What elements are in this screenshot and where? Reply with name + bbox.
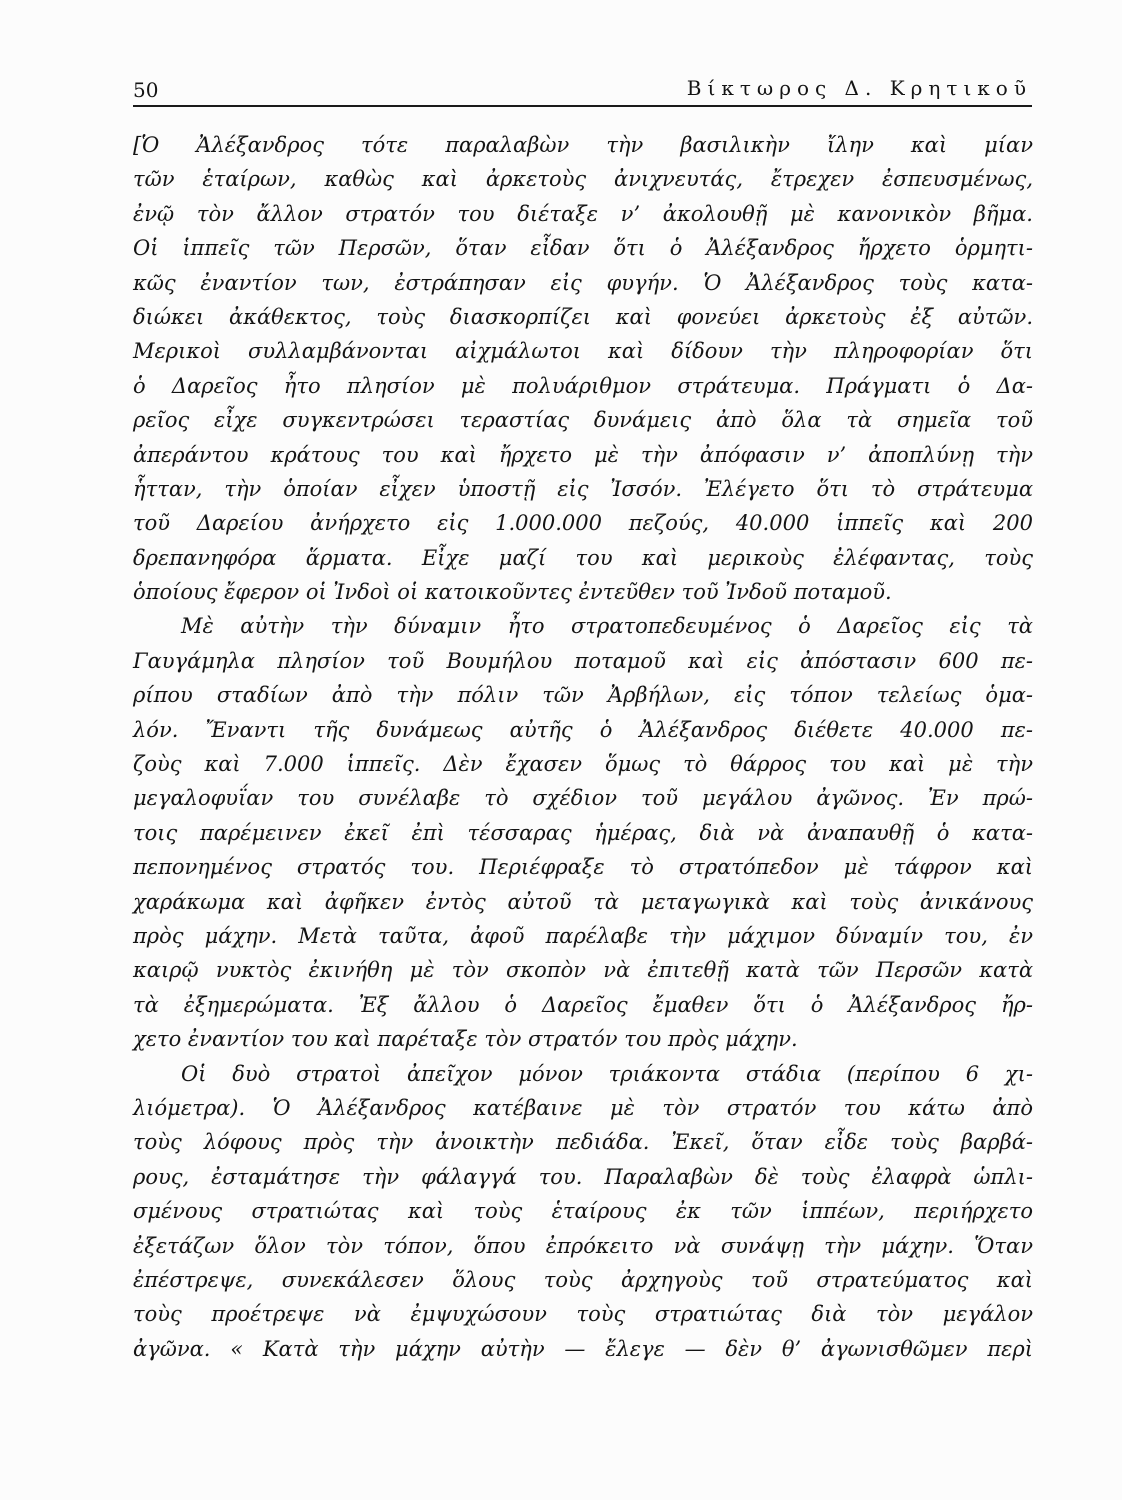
text-line: ὁ Δαρεῖος ἦτο πλησίον μὲ πολυάριθμον στράτευμα. Πράγματι ὁ Δα-	[133, 373, 1033, 398]
text-line: τοῦ Δαρείου ἀνήρχετο εἰς 1.000.000 πεζούς, 40.000 ἱππεῖς καὶ 200	[133, 511, 1033, 536]
text-line: Οἱ ἱππεῖς τῶν Περσῶν, ὅταν εἶδαν ὅτι ὁ Ἀλέξανδρος ἤρχετο ὁρμητι-	[133, 236, 1033, 261]
text-line: ἧτταν, τὴν ὁποίαν εἶχεν ὑποστῇ εἰς Ἰσσόν. Ἐλέγετο ὅτι τὸ στράτευμα	[133, 476, 1033, 501]
text-line: μεγαλοφυΐαν του συνέλαβε τὸ σχέδιον τοῦ μεγάλου ἀγῶνος. Ἐν πρώ-	[133, 786, 1033, 811]
text-line: σμένους στρατιώτας καὶ τοὺς ἑταίρους ἐκ τῶν ἱππέων, περιήρχετο	[133, 1199, 1033, 1224]
paragraph	[133, 609, 1033, 1056]
text-line: κῶς ἐναντίον των, ἐστράπησαν εἰς φυγήν. Ὁ Ἀλέξανδρος τοὺς κατα-	[133, 270, 1033, 295]
text-line: Μερικοὶ συλλαμβάνονται αἰχμάλωτοι καὶ δίδουν τὴν πληροφορίαν ὅτι	[133, 339, 1033, 364]
text-line: πεπονημένος στρατός του. Περιέφραξε τὸ στρατόπεδον μὲ τάφρον καὶ	[133, 855, 1033, 880]
text-line: Μὲ αὐτὴν τὴν δύναμιν ἦτο στρατοπεδευμένος ὁ Δαρεῖος εἰς τὰ	[181, 614, 1033, 639]
text-line: ρίπου σταδίων ἀπὸ τὴν πόλιν τῶν Ἀρβήλων, εἰς τόπον τελείως ὁμα-	[133, 683, 1033, 708]
text-line: διώκει ἀκάθεκτος, τοὺς διασκορπίζει καὶ φονεύει ἀρκετοὺς ἐξ αὐτῶν.	[133, 304, 1033, 329]
text-line: ρους, ἐσταμάτησε τὴν φάλαγγά του. Παραλαβὼν δὲ τοὺς ἐλαφρὰ ὡπλι-	[133, 1164, 1033, 1189]
paragraph	[133, 128, 1033, 609]
text-line: ἐνῷ τὸν ἄλλον στρατόν του διέταξε ν’ ἀκολουθῇ μὲ κανονικὸν βῆμα.	[133, 201, 1033, 226]
text-line: ζοὺς καὶ 7.000 ἱππεῖς. Δὲν ἔχασεν ὅμως τὸ θάρρος του καὶ μὲ τὴν	[133, 752, 1033, 777]
text-line: τὰ ἐξημερώματα. Ἐξ ἄλλου ὁ Δαρεῖος ἔμαθεν ὅτι ὁ Ἀλέξανδρος ἤρ-	[133, 992, 1033, 1017]
text-line: χαράκωμα καὶ ἀφῆκεν ἐντὸς αὐτοῦ τὰ μεταγωγικὰ καὶ τοὺς ἀνικάνους	[133, 889, 1033, 914]
running-head: Βίκτωρος Δ. Κρητικοῦ	[686, 76, 1032, 100]
text-line: λιόμετρα). Ὁ Ἀλέξανδρος κατέβαινε μὲ τὸν στρατόν του κάτω ἀπὸ	[133, 1095, 1033, 1120]
text-line: τοὺς προέτρεψε νὰ ἐμψυχώσουν τοὺς στρατιώτας διὰ τὸν μεγάλον	[133, 1302, 1033, 1327]
text-line: ἐξετάζων ὅλον τὸν τόπον, ὅπου ἐπρόκειτο νὰ συνάψῃ τὴν μάχην. Ὅταν	[133, 1233, 1033, 1258]
text-line: ρεῖος εἶχε συγκεντρώσει τεραστίας δυνάμεις ἀπὸ ὅλα τὰ σημεῖα τοῦ	[133, 408, 1033, 433]
header-rule	[133, 105, 1032, 107]
text-line: Οἱ δυὸ στρατοὶ ἀπεῖχον μόνον τριάκοντα στάδια (περίπου 6 χι-	[181, 1061, 1033, 1086]
text-line: καιρῷ νυκτὸς ἐκινήθη μὲ τὸν σκοπὸν νὰ ἐπιτεθῇ κατὰ τῶν Περσῶν κατὰ	[133, 958, 1033, 983]
text-line: πρὸς μάχην. Μετὰ ταῦτα, ἀφοῦ παρέλαβε τὴν μάχιμον δύναμίν του, ἐν	[133, 923, 1033, 948]
text-line: λόν. Ἔναντι τῆς δυνάμεως αὐτῆς ὁ Ἀλέξανδρος διέθετε 40.000 πε-	[133, 717, 1033, 742]
text-line: χετο ἐναντίον του καὶ παρέταξε τὸν στρατόν του πρὸς μάχην.	[133, 1027, 798, 1052]
text-line: ἀπεράντου κράτους του καὶ ἤρχετο μὲ τὴν ἀπόφασιν ν’ ἀποπλύνῃ τὴν	[133, 442, 1033, 467]
text-line: [Ὁ Ἀλέξανδρος τότε παραλαβὼν τὴν βασιλικὴν ἴλην καὶ μίαν	[133, 133, 1033, 157]
text-line: τῶν ἑταίρων, καθὼς καὶ ἀρκετοὺς ἀνιχνευτάς, ἔτρεχεν ἐσπευσμένως,	[133, 167, 1033, 192]
text-line: Γαυγάμηλα πλησίον τοῦ Βουμήλου ποταμοῦ καὶ εἰς ἀπόστασιν 600 πε-	[133, 648, 1033, 673]
text-line: ὁποίους ἔφερον οἱ Ἰνδοὶ οἱ κατοικοῦντες ἐντεῦθεν τοῦ Ἰνδοῦ ποταμοῦ.	[133, 580, 892, 605]
text-line: δρεπανηφόρα ἅρματα. Εἶχε μαζί του καὶ μερικοὺς ἐλέφαντας, τοὺς	[133, 545, 1033, 570]
page-header	[133, 70, 1032, 106]
page-number: 50	[133, 78, 159, 102]
body-text	[133, 128, 1033, 1366]
text-line: ἐπέστρεψε, συνεκάλεσεν ὅλους τοὺς ἀρχηγοὺς τοῦ στρατεύματος καὶ	[133, 1267, 1033, 1292]
text-line: ἀγῶνα. « Κατὰ τὴν μάχην αὐτὴν — ἔλεγε — δὲν θ’ ἀγωνισθῶμεν περὶ	[133, 1336, 1033, 1361]
paragraph	[133, 1057, 1033, 1367]
text-line: τοὺς λόφους πρὸς τὴν ἀνοικτὴν πεδιάδα. Ἐκεῖ, ὅταν εἶδε τοὺς βαρβά-	[133, 1130, 1033, 1155]
text-line: τοις παρέμεινεν ἐκεῖ ἐπὶ τέσσαρας ἡμέρας, διὰ νὰ ἀναπαυθῇ ὁ κατα-	[133, 820, 1033, 845]
